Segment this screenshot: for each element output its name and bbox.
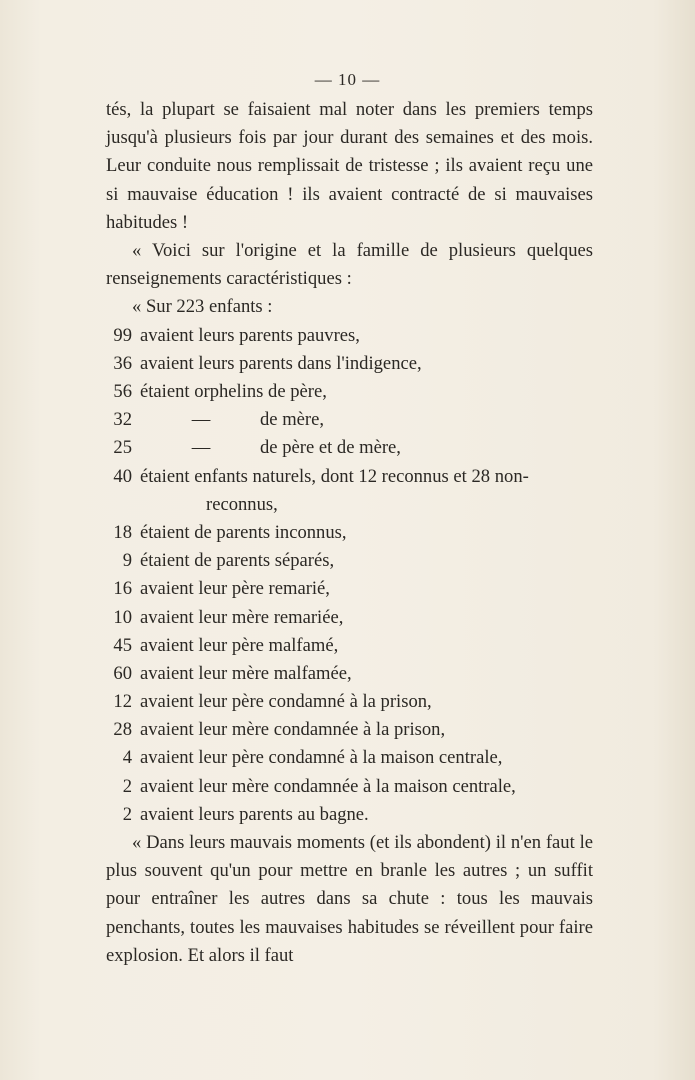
stat-count: 32 <box>113 409 132 431</box>
stat-count: 99 <box>113 324 132 346</box>
stat-description-text: de mère, <box>260 409 325 431</box>
stat-description: étaient orphelins de père, <box>140 381 327 402</box>
stat-description: avaient leurs parents pauvres, <box>140 324 360 346</box>
stat-count: 25 <box>113 437 132 459</box>
list-item <box>106 350 593 378</box>
stat-description: étaient de parents inconnus, <box>140 521 347 543</box>
stats-list <box>106 322 593 829</box>
stat-description-text: de père et de mère, <box>260 437 401 459</box>
stat-count: 2 <box>122 775 132 797</box>
list-item <box>106 378 593 406</box>
list-item <box>106 660 593 688</box>
list-item <box>106 322 593 350</box>
stat-count: 60 <box>113 662 132 684</box>
stat-description: avaient leur mère malfamée, <box>140 662 352 684</box>
stat-count: 18 <box>113 521 132 543</box>
stat-count: 12 <box>113 691 132 713</box>
stat-count: 40 <box>113 465 132 487</box>
list-item <box>106 519 593 547</box>
list-item <box>106 801 593 829</box>
list-item <box>106 632 593 660</box>
stat-count: 36 <box>113 352 132 374</box>
stat-description <box>132 406 324 434</box>
paragraph-continuation: tés, la plupart se faisaient mal noter dans les premiers temps jusqu'à plusieurs fois par jour durant des semaines et des mois. Leur conduite nous remplissait de tristesse ; ils avaient reçu une si mauvaise éducation ! ils avaient contracté de si mauvaises habitudes ! <box>106 99 593 233</box>
list-item <box>106 434 593 462</box>
page-number: — 10 — <box>314 70 381 89</box>
stat-description: avaient leur père malfamé, <box>140 634 339 656</box>
stat-count: 9 <box>122 550 132 572</box>
stat-description: avaient leur mère condamnée à la prison, <box>140 719 446 741</box>
stat-count: 56 <box>113 381 132 402</box>
page-body <box>106 96 593 970</box>
list-item <box>106 688 593 716</box>
list-item <box>106 406 593 434</box>
list-item <box>106 604 593 632</box>
stat-description: avaient leur père condamné à la prison, <box>140 691 432 713</box>
stat-count: 16 <box>113 578 132 600</box>
list-item <box>106 744 593 772</box>
stat-count: 10 <box>113 606 132 628</box>
stat-count: 45 <box>113 634 132 656</box>
stat-description <box>132 434 401 462</box>
stat-description: avaient leur père condamné à la maison centrale, <box>140 747 503 769</box>
stat-count: 2 <box>122 803 132 825</box>
stat-description: avaient leurs parents au bagne. <box>140 803 369 825</box>
paragraph-closing: « Dans leurs mauvais moments (et ils abondent) il n'en faut le plus souvent qu'un pour mettre en branle les autres ; un suffit pour entraîner les autres dans sa chute : tous les mauvais penchants, toutes les mauvaises habitudes se réveillent pour faire explosion. Et alors il faut <box>106 832 593 966</box>
paragraph-intro: « Voici sur l'origine et la famille de plusieurs quelques renseignements caractéristiques : <box>106 240 593 290</box>
list-item <box>106 575 593 603</box>
ditto-dash: — <box>191 409 211 431</box>
list-item <box>106 716 593 744</box>
ditto-dash: — <box>191 437 211 459</box>
stats-intro: « Sur 223 enfants : <box>132 296 273 318</box>
list-item <box>106 773 593 801</box>
stat-description: avaient leur mère condamnée à la maison centrale, <box>140 775 516 797</box>
stat-description: avaient leur père remarié, <box>140 578 330 600</box>
stat-description: avaient leurs parents dans l'indigence, <box>140 352 422 374</box>
stat-count: 28 <box>113 719 132 741</box>
list-item <box>106 547 593 575</box>
stat-count: 4 <box>122 747 132 769</box>
list-item <box>106 463 593 491</box>
stat-description: avaient leur mère remariée, <box>140 606 344 628</box>
stat-description: étaient enfants naturels, dont 12 reconnus et 28 non- <box>140 465 529 487</box>
stat-description-continuation: reconnus, <box>206 493 278 515</box>
stat-description: étaient de parents séparés, <box>140 550 335 572</box>
